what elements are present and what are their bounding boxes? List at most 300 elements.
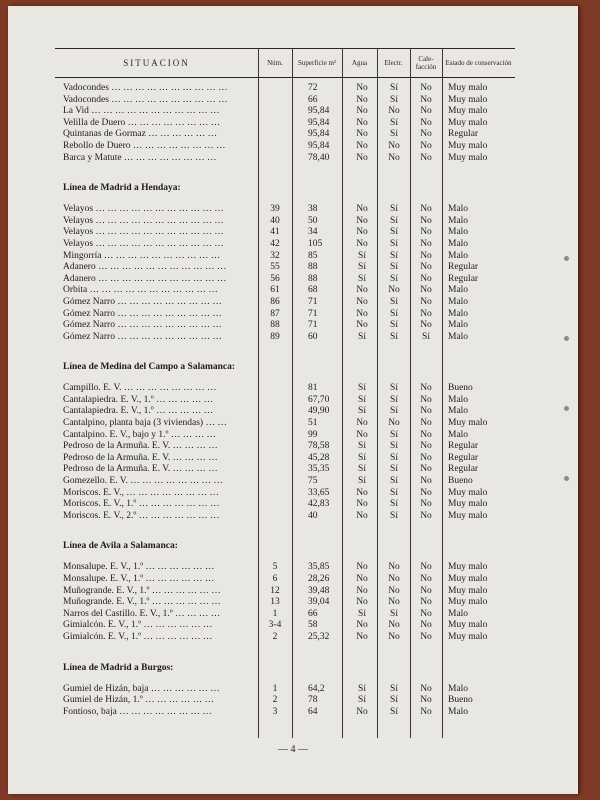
- heating-value: Sí: [422, 331, 430, 342]
- place-name: Velayos … … … … … … … … … … …: [63, 215, 224, 226]
- heating-value: No: [420, 574, 432, 584]
- electricity-value: Sí: [390, 429, 398, 440]
- table-row: [8, 204, 578, 216]
- electricity-value: Sí: [390, 204, 398, 215]
- surface-value: 50: [308, 215, 318, 226]
- place-name: Moriscos. E. V., 1.º … … … … … … …: [63, 499, 220, 510]
- electricity-value: Sí: [390, 464, 398, 475]
- surface-value: 49,90: [308, 406, 330, 417]
- place-name: Velayos … … … … … … … … … … …: [63, 204, 224, 215]
- condition-value: Regular: [448, 262, 479, 273]
- water-value: Sí: [358, 383, 366, 394]
- header-agua: Agua: [351, 59, 368, 67]
- section-title: Línea de Madrid a Hendaya:: [63, 183, 181, 194]
- electricity-value: Sí: [390, 394, 398, 405]
- condition-value: Malo: [448, 215, 469, 226]
- header-calefaccion: Cale- facción: [415, 55, 437, 71]
- place-name: Gomezello. E. V. … … … … … … … …: [63, 476, 223, 487]
- document-page: [8, 6, 578, 794]
- condition-value: Muy malo: [448, 499, 488, 510]
- surface-value: 45,28: [308, 452, 330, 463]
- place-name: Muñogrande. E. V., 1.º … … … … … …: [63, 597, 221, 608]
- table-row: [8, 83, 578, 95]
- heating-value: No: [420, 418, 432, 429]
- table-row: [8, 620, 578, 632]
- surface-value: 88: [308, 273, 318, 284]
- water-value: No: [356, 140, 368, 151]
- condition-value: Muy malo: [448, 117, 488, 128]
- heating-value: No: [420, 608, 432, 619]
- heating-value: No: [420, 320, 432, 331]
- table-row: [8, 320, 578, 332]
- condition-value: Muy malo: [448, 94, 488, 105]
- place-name: Narros del Castillo. E. V., 1.º … … … …: [63, 608, 221, 619]
- table-row: [8, 499, 578, 511]
- condition-value: Bueno: [448, 383, 473, 394]
- row-number: 61: [270, 285, 280, 296]
- condition-value: Malo: [448, 250, 469, 261]
- electricity-value: Sí: [390, 510, 398, 521]
- electricity-value: Sí: [390, 250, 398, 261]
- water-value: No: [356, 706, 368, 717]
- table-row: [8, 383, 578, 395]
- condition-value: Malo: [448, 296, 469, 307]
- heating-value: No: [420, 250, 432, 261]
- surface-value: 75: [308, 476, 318, 487]
- condition-value: Muy malo: [448, 418, 488, 429]
- header-estado: Estado de conservación: [445, 59, 512, 67]
- water-value: No: [356, 487, 368, 498]
- condition-value: Malo: [448, 204, 469, 215]
- header-superficie: Superficie m²: [297, 59, 337, 67]
- table-row: [8, 418, 578, 430]
- row-number: 55: [270, 262, 280, 273]
- electricity-value: No: [388, 620, 400, 631]
- heating-value: No: [420, 499, 432, 510]
- table-row: [8, 95, 578, 107]
- table-row: [8, 118, 578, 130]
- surface-value: 35,85: [308, 562, 330, 573]
- table-row: [8, 227, 578, 239]
- heating-value: No: [420, 585, 432, 596]
- condition-value: Muy malo: [448, 585, 488, 596]
- table-row: [8, 216, 578, 228]
- place-name: Velayos … … … … … … … … … … …: [63, 238, 224, 249]
- condition-value: Muy malo: [448, 510, 488, 521]
- section-title: Línea de Avila a Salamanca:: [63, 541, 178, 552]
- place-name: Gómez Narro … … … … … … … … …: [63, 320, 222, 331]
- surface-value: 42,83: [308, 499, 330, 510]
- place-name: Velayos … … … … … … … … … … …: [63, 227, 224, 238]
- surface-value: 33,65: [308, 487, 330, 498]
- electricity-value: No: [388, 631, 400, 642]
- table-row: [8, 562, 578, 574]
- heating-value: No: [420, 406, 432, 417]
- electricity-value: Sí: [390, 320, 398, 331]
- condition-value: Malo: [448, 285, 469, 296]
- surface-value: 66: [308, 94, 318, 105]
- place-name: Monsalupe. E. V., 1.º … … … … … …: [63, 562, 215, 573]
- table-row: [8, 141, 578, 153]
- surface-value: 67,70: [308, 394, 330, 405]
- table-header: [55, 48, 515, 78]
- water-value: No: [356, 308, 368, 319]
- water-value: No: [356, 117, 368, 128]
- electricity-value: Sí: [390, 296, 398, 307]
- condition-value: Bueno: [448, 476, 473, 487]
- heating-value: No: [420, 441, 432, 452]
- place-name: Quintanas de Gormaz … … … … … …: [63, 129, 218, 140]
- surface-value: 78,40: [308, 152, 330, 163]
- row-number: 3: [272, 706, 278, 717]
- condition-value: Bueno: [448, 695, 473, 706]
- heating-value: No: [420, 631, 432, 642]
- place-name: Gimialcón. E. V., 1.º … … … … … …: [63, 631, 213, 642]
- place-name: Gumiel de Hizán, baja … … … … … …: [63, 683, 220, 694]
- condition-value: Muy malo: [448, 106, 488, 117]
- condition-value: Muy malo: [448, 140, 488, 151]
- surface-value: 95,84: [308, 140, 330, 151]
- place-name: Gimialcón. E. V., 1.º … … … … … …: [63, 620, 213, 631]
- condition-value: Malo: [448, 683, 469, 694]
- row-number: 41: [270, 227, 280, 238]
- electricity-value: No: [388, 285, 400, 296]
- water-value: No: [356, 204, 368, 215]
- water-value: No: [356, 94, 368, 105]
- electricity-value: Sí: [390, 683, 398, 694]
- table-row: [8, 586, 578, 598]
- table-row: [8, 632, 578, 644]
- place-name: Monsalupe. E. V., 1.º … … … … … …: [63, 574, 215, 584]
- electricity-value: Sí: [390, 117, 398, 128]
- row-number: 3-4: [268, 620, 282, 631]
- electricity-value: Sí: [390, 695, 398, 706]
- electricity-value: No: [388, 562, 400, 573]
- heating-value: No: [420, 140, 432, 151]
- condition-value: Malo: [448, 406, 469, 417]
- condition-value: Muy malo: [448, 597, 488, 608]
- water-value: No: [356, 83, 368, 93]
- water-value: No: [356, 215, 368, 226]
- place-name: Pedroso de la Armuña. E. V. … … … …: [63, 464, 218, 475]
- condition-value: Muy malo: [448, 562, 488, 573]
- condition-value: Malo: [448, 608, 469, 619]
- water-value: No: [356, 620, 368, 631]
- row-number: 2: [272, 695, 278, 706]
- water-value: No: [356, 227, 368, 238]
- surface-value: 34: [308, 227, 318, 238]
- heating-value: No: [420, 83, 432, 93]
- surface-value: 25,32: [308, 631, 330, 642]
- water-value: No: [356, 585, 368, 596]
- electricity-value: Sí: [390, 383, 398, 394]
- electricity-value: No: [388, 585, 400, 596]
- table-row: [8, 153, 578, 165]
- water-value: No: [356, 562, 368, 573]
- table-row: [8, 309, 578, 321]
- place-name: Rebollo de Duero … … … … … … … …: [63, 140, 226, 151]
- place-name: Barca y Matute … … … … … … … …: [63, 152, 217, 163]
- heating-value: No: [420, 562, 432, 573]
- heating-value: No: [420, 706, 432, 717]
- surface-value: 39,48: [308, 585, 330, 596]
- water-value: Sí: [358, 406, 366, 417]
- table-row: [8, 129, 578, 141]
- place-name: Gómez Narro … … … … … … … … …: [63, 331, 222, 342]
- surface-value: 64: [308, 706, 318, 717]
- row-number: 88: [270, 320, 280, 331]
- surface-value: 78: [308, 695, 318, 706]
- place-name: Moriscos. E. V., … … … … … … … …: [63, 487, 219, 498]
- electricity-value: No: [388, 152, 400, 163]
- table-row: [8, 597, 578, 609]
- water-value: No: [356, 574, 368, 584]
- electricity-value: Sí: [390, 273, 398, 284]
- surface-value: 95,84: [308, 117, 330, 128]
- condition-value: Malo: [448, 331, 469, 342]
- row-number: 40: [270, 215, 280, 226]
- condition-value: Regular: [448, 452, 479, 463]
- surface-value: 68: [308, 285, 318, 296]
- surface-value: 71: [308, 296, 318, 307]
- condition-value: Malo: [448, 706, 469, 717]
- place-name: Adanero … … … … … … … … … … …: [63, 262, 227, 273]
- electricity-value: Sí: [390, 441, 398, 452]
- heating-value: No: [420, 597, 432, 608]
- electricity-value: No: [388, 597, 400, 608]
- table-row: [8, 106, 578, 118]
- surface-value: 78,58: [308, 441, 330, 452]
- surface-value: 38: [308, 204, 318, 215]
- heating-value: No: [420, 215, 432, 226]
- water-value: No: [356, 129, 368, 140]
- place-name: Pedroso de la Armuña. E. V. … … … …: [63, 441, 218, 452]
- water-value: Sí: [358, 452, 366, 463]
- water-value: No: [356, 320, 368, 331]
- condition-value: Regular: [448, 129, 479, 140]
- heating-value: No: [420, 296, 432, 307]
- electricity-value: Sí: [390, 406, 398, 417]
- heating-value: No: [420, 117, 432, 128]
- table-row: [8, 441, 578, 453]
- water-value: No: [356, 152, 368, 163]
- row-number: 1: [272, 608, 278, 619]
- electricity-value: Sí: [390, 608, 398, 619]
- water-value: Sí: [358, 608, 366, 619]
- electricity-value: Sí: [390, 476, 398, 487]
- water-value: No: [356, 510, 368, 521]
- water-value: Sí: [358, 464, 366, 475]
- table-row: [8, 395, 578, 407]
- condition-value: Malo: [448, 429, 469, 440]
- heating-value: No: [420, 262, 432, 273]
- table-row: [8, 262, 578, 274]
- surface-value: 95,84: [308, 106, 330, 117]
- surface-value: 85: [308, 250, 318, 261]
- row-number: 1: [272, 683, 278, 694]
- heating-value: No: [420, 94, 432, 105]
- water-value: Sí: [358, 695, 366, 706]
- electricity-value: Sí: [390, 706, 398, 717]
- place-name: Adanero … … … … … … … … … … …: [63, 273, 227, 284]
- water-value: Sí: [358, 476, 366, 487]
- heating-value: No: [420, 383, 432, 394]
- place-name: Gómez Narro … … … … … … … … …: [63, 296, 222, 307]
- section-title: Línea de Medina del Campo a Salamanca:: [63, 362, 236, 373]
- table-row: [8, 574, 578, 586]
- water-value: No: [356, 285, 368, 296]
- heating-value: No: [420, 452, 432, 463]
- surface-value: 58: [308, 620, 318, 631]
- table-row: [8, 695, 578, 707]
- place-name: Cantalapiedra. E. V., 1.º … … … … …: [63, 394, 214, 405]
- water-value: Sí: [358, 331, 366, 342]
- heating-value: No: [420, 238, 432, 249]
- water-value: Sí: [358, 250, 366, 261]
- heating-value: No: [420, 106, 432, 117]
- electricity-value: Sí: [390, 129, 398, 140]
- place-name: Mingorría … … … … … … … … … …: [63, 250, 221, 261]
- heating-value: No: [420, 227, 432, 238]
- header-num: Núm.: [267, 59, 283, 67]
- water-value: Sí: [358, 441, 366, 452]
- place-name: La Vid … … … … … … … … … … …: [63, 106, 220, 117]
- water-value: No: [356, 238, 368, 249]
- water-value: No: [356, 296, 368, 307]
- header-situacion: SITUACION: [123, 58, 190, 68]
- electricity-value: Sí: [390, 499, 398, 510]
- table-row: [8, 297, 578, 309]
- surface-value: 28,26: [308, 574, 330, 584]
- row-number: 86: [270, 296, 280, 307]
- place-name: Vadocondes … … … … … … … … … …: [63, 94, 228, 105]
- table-row: [8, 332, 578, 344]
- electricity-value: No: [388, 418, 400, 429]
- table-row: [8, 430, 578, 442]
- heating-value: No: [420, 464, 432, 475]
- water-value: No: [356, 429, 368, 440]
- place-name: Vadocondes … … … … … … … … … …: [63, 83, 228, 93]
- surface-value: 72: [308, 83, 318, 93]
- condition-value: Muy malo: [448, 574, 488, 584]
- condition-value: Regular: [448, 273, 479, 284]
- condition-value: Malo: [448, 394, 469, 405]
- heating-value: No: [420, 695, 432, 706]
- surface-value: 95,84: [308, 129, 330, 140]
- table-row: [8, 251, 578, 263]
- heating-value: No: [420, 394, 432, 405]
- place-name: Pedroso de la Armuña. E. V. … … … …: [63, 452, 218, 463]
- condition-value: Muy malo: [448, 83, 488, 93]
- surface-value: 99: [308, 429, 318, 440]
- condition-value: Regular: [448, 464, 479, 475]
- place-name: Gómez Narro … … … … … … … … …: [63, 308, 222, 319]
- table-body: [8, 83, 578, 718]
- electricity-value: No: [388, 106, 400, 117]
- table-row: [8, 453, 578, 465]
- condition-value: Muy malo: [448, 152, 488, 163]
- water-value: No: [356, 106, 368, 117]
- electricity-value: Sí: [390, 452, 398, 463]
- heating-value: No: [420, 204, 432, 215]
- place-name: Gumiel de Hizán, 1.º … … … … … …: [63, 695, 214, 706]
- condition-value: Malo: [448, 238, 469, 249]
- electricity-value: Sí: [390, 94, 398, 105]
- place-name: Campillo. E. V. … … … … … … … …: [63, 383, 217, 394]
- heating-value: No: [420, 273, 432, 284]
- electricity-value: Sí: [390, 308, 398, 319]
- water-value: Sí: [358, 262, 366, 273]
- electricity-value: Sí: [390, 215, 398, 226]
- heating-value: No: [420, 683, 432, 694]
- water-value: No: [356, 418, 368, 429]
- condition-value: Muy malo: [448, 620, 488, 631]
- water-value: Sí: [358, 683, 366, 694]
- table-row: [8, 285, 578, 297]
- place-name: Cantalpino. E. V., bajo y 1.º … … … …: [63, 429, 217, 440]
- surface-value: 51: [308, 418, 318, 429]
- electricity-value: Sí: [390, 227, 398, 238]
- row-number: 39: [270, 204, 280, 215]
- heating-value: No: [420, 129, 432, 140]
- surface-value: 66: [308, 608, 318, 619]
- surface-value: 71: [308, 308, 318, 319]
- table-row: [8, 476, 578, 488]
- surface-value: 105: [308, 238, 323, 249]
- heating-value: No: [420, 476, 432, 487]
- table-row: [8, 464, 578, 476]
- section-title: Línea de Madrid a Burgos:: [63, 662, 174, 673]
- heating-value: No: [420, 510, 432, 521]
- row-number: 12: [270, 585, 280, 596]
- surface-value: 81: [308, 383, 318, 394]
- table-row: [8, 707, 578, 719]
- place-name: Orbita … … … … … … … … … … …: [63, 285, 218, 296]
- surface-value: 71: [308, 320, 318, 331]
- page-number: — 4 —: [278, 744, 308, 755]
- electricity-value: Sí: [390, 83, 398, 93]
- row-number: 32: [270, 250, 280, 261]
- surface-value: 35,35: [308, 464, 330, 475]
- table-row: [8, 274, 578, 286]
- water-value: Sí: [358, 394, 366, 405]
- electricity-value: Sí: [390, 487, 398, 498]
- row-number: 89: [270, 331, 280, 342]
- heating-value: No: [420, 285, 432, 296]
- header-electr: Electr.: [384, 59, 403, 67]
- row-number: 42: [270, 238, 280, 249]
- row-number: 87: [270, 308, 280, 319]
- table-row: [8, 239, 578, 251]
- water-value: No: [356, 499, 368, 510]
- heating-value: No: [420, 308, 432, 319]
- table-row: [8, 609, 578, 621]
- place-name: Cantalpino, planta baja (3 viviendas) … …: [63, 418, 227, 429]
- place-name: Cantalapiedra. E. V., 1.º … … … … …: [63, 406, 214, 417]
- surface-value: 39,04: [308, 597, 330, 608]
- condition-value: Muy malo: [448, 487, 488, 498]
- heating-value: No: [420, 152, 432, 163]
- place-name: Muñogrande. E. V., 1.º … … … … … …: [63, 585, 221, 596]
- water-value: Sí: [358, 273, 366, 284]
- row-number: 2: [272, 631, 278, 642]
- heating-value: No: [420, 487, 432, 498]
- table-row: [8, 406, 578, 418]
- surface-value: 60: [308, 331, 318, 342]
- water-value: No: [356, 597, 368, 608]
- condition-value: Muy malo: [448, 631, 488, 642]
- place-name: Velilla de Duero … … … … … … … …: [63, 117, 221, 128]
